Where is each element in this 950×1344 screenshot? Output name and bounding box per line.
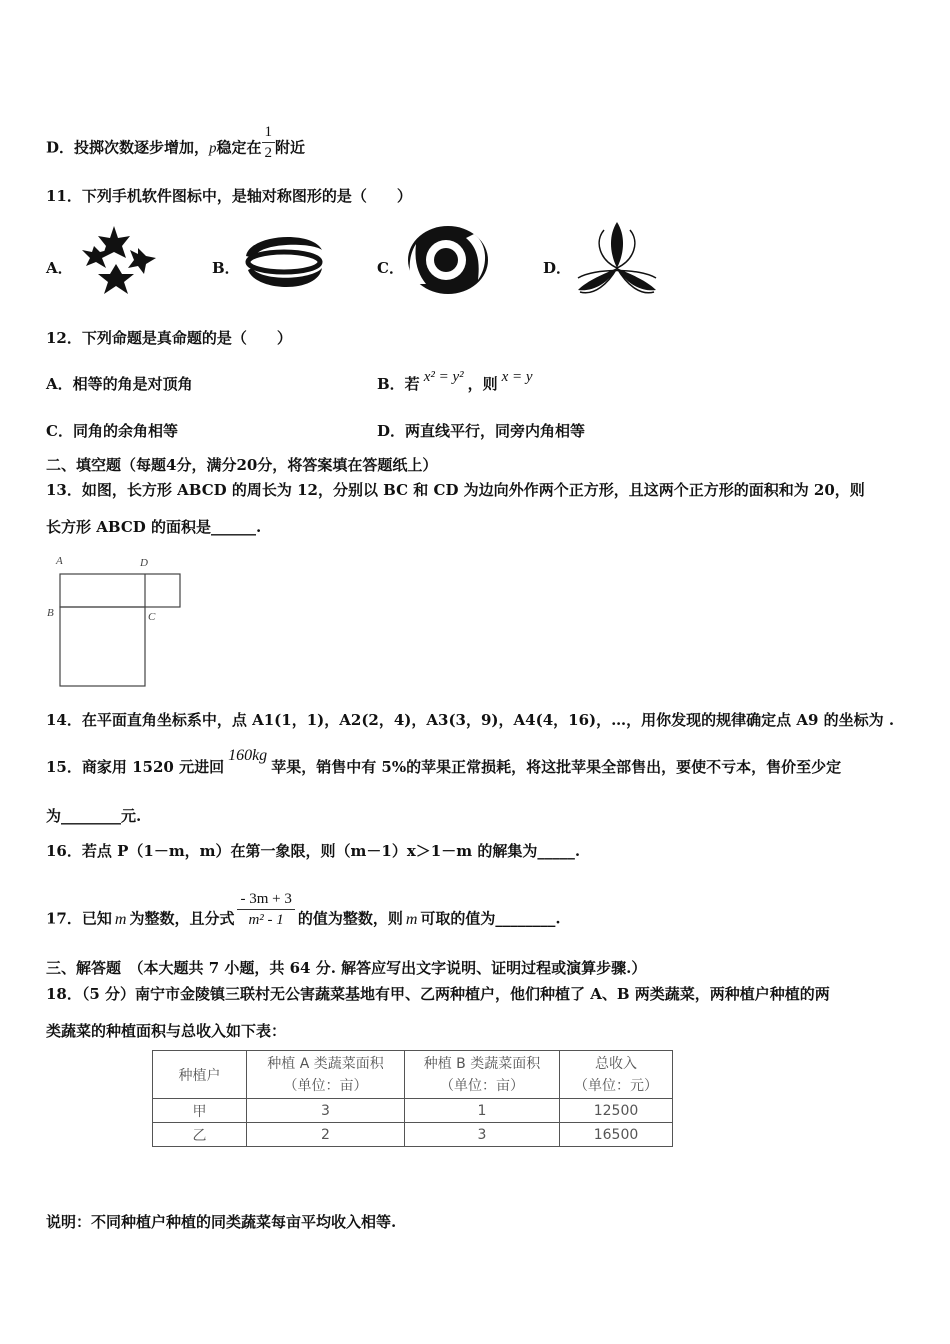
q10-d-label: D．投掷次数逐步增加， [46,138,210,157]
q10-d-mid: 稳定在 [216,138,262,157]
q11-stem: 11．下列手机软件图标中，是轴对称图形的是（ ） [46,187,412,205]
label-c: C [148,611,156,623]
q14: 14．在平面直角坐标系中，点 A1(1，1)，A2(2，4)，A3(3，9)，A4(4，16)，…，用你发现的规律确定点 A9 的坐标为 . [46,711,895,729]
q16: 16．若点 P（1－m，m）在第一象限，则（m－1）x＞1－m 的解集为_____. [46,842,581,860]
q12-option-a: A．相等的角是对顶角 [46,375,193,393]
q15-line1: 15．商家用 1520 元进回160kg苹果，销售中有 5%的苹果正常损耗，将这批苹果全部售出，要使不亏本，售价至少定 [46,747,842,776]
table-header-row [153,1051,673,1099]
q11-option-d-label: D． [543,259,572,277]
q12-option-d: D．两直线平行，同旁内角相等 [377,422,586,440]
table-cell: 16500 [560,1123,673,1147]
table-cell: 1 [405,1099,560,1123]
q12-option-b: B．若 x² = y² ，则 x = y [377,374,537,395]
table-cell: 2 [247,1123,405,1147]
three-petal-icon [574,218,660,298]
q13-line1: 13．如图，长方形 ABCD 的周长为 12，分别以 BC 和 CD 为边向外作两个正方形，且这两个正方形的面积和为 20，则 [46,481,865,499]
table-cell: 3 [247,1099,405,1123]
four-stars-icon [76,224,158,298]
q10-d-tail: 附近 [275,138,306,157]
label-d: D [140,557,148,569]
section3-heading: 三、解答题 （本大题共 7 小题，共 64 分. 解答应写出文字说明、证明过程或演算步骤.） [46,959,647,977]
q10-d-var: p [209,140,217,157]
table-header-cell: 种植 A 类蔬菜面积 （单位：亩） [247,1051,405,1099]
label-b: B [47,607,54,619]
q12-b-condition: x² = y² [423,369,464,385]
q12-option-c: C．同角的余角相等 [46,422,178,440]
table-row [153,1099,673,1123]
q11-option-c-label: C． [377,259,404,277]
section2-heading: 二、填空题（每题4分，满分20分，将答案填在答题纸上） [46,456,438,474]
q11-option-a-label: A． [46,259,73,277]
label-a: A [56,555,63,567]
q13-line2: 长方形 ABCD 的面积是______. [46,518,262,536]
q12-stem: 12．下列命题是真命题的是（ ） [46,329,292,347]
table-header-cell: 种植户 [153,1051,247,1099]
q12-b-result: x = y [501,369,533,385]
q18-line1: 18．（5 分）南宁市金陵镇三联村无公害蔬菜基地有甲、乙两种植户，他们种植了 A、B 两类蔬菜，两种植户种植的两 [46,985,830,1003]
q18-line2: 类蔬菜的种植面积与总收入如下表： [46,1022,287,1040]
q15-quantity: 160kg [228,747,268,764]
table-header-cell: 种植 B 类蔬菜面积 （单位：亩） [405,1051,560,1099]
table-cell: 甲 [153,1099,247,1123]
rectangle-figure [44,552,186,692]
q17-fraction: $\frac{- 3m + 3}{\text{m² - 1}}$ [237,889,294,930]
q11-option-b-label: B． [212,259,240,277]
swirl-ring-icon [404,222,490,298]
table-header-cell: 总收入 （单位：元） [560,1051,673,1099]
table-cell: 3 [405,1123,560,1147]
q10-d-fraction: $\frac{1}{2}$ [262,122,276,163]
q15-line2: 为________元. [46,807,142,825]
table-cell: 12500 [560,1099,673,1123]
split-ring-icon [242,228,324,296]
table-row [153,1123,673,1147]
table-cell: 乙 [153,1123,247,1147]
q17: 17．已知 m 为整数，且分式 $\frac{- 3m + 3}{\text{m² - 1}}$ 的值为整数，则 m 可取的值为________. [46,891,561,928]
q10-option-d [46,124,306,169]
q18-note: 说明：不同种植户种植的同类蔬菜每亩平均收入相等. [46,1213,397,1231]
q18-table [152,1050,673,1147]
